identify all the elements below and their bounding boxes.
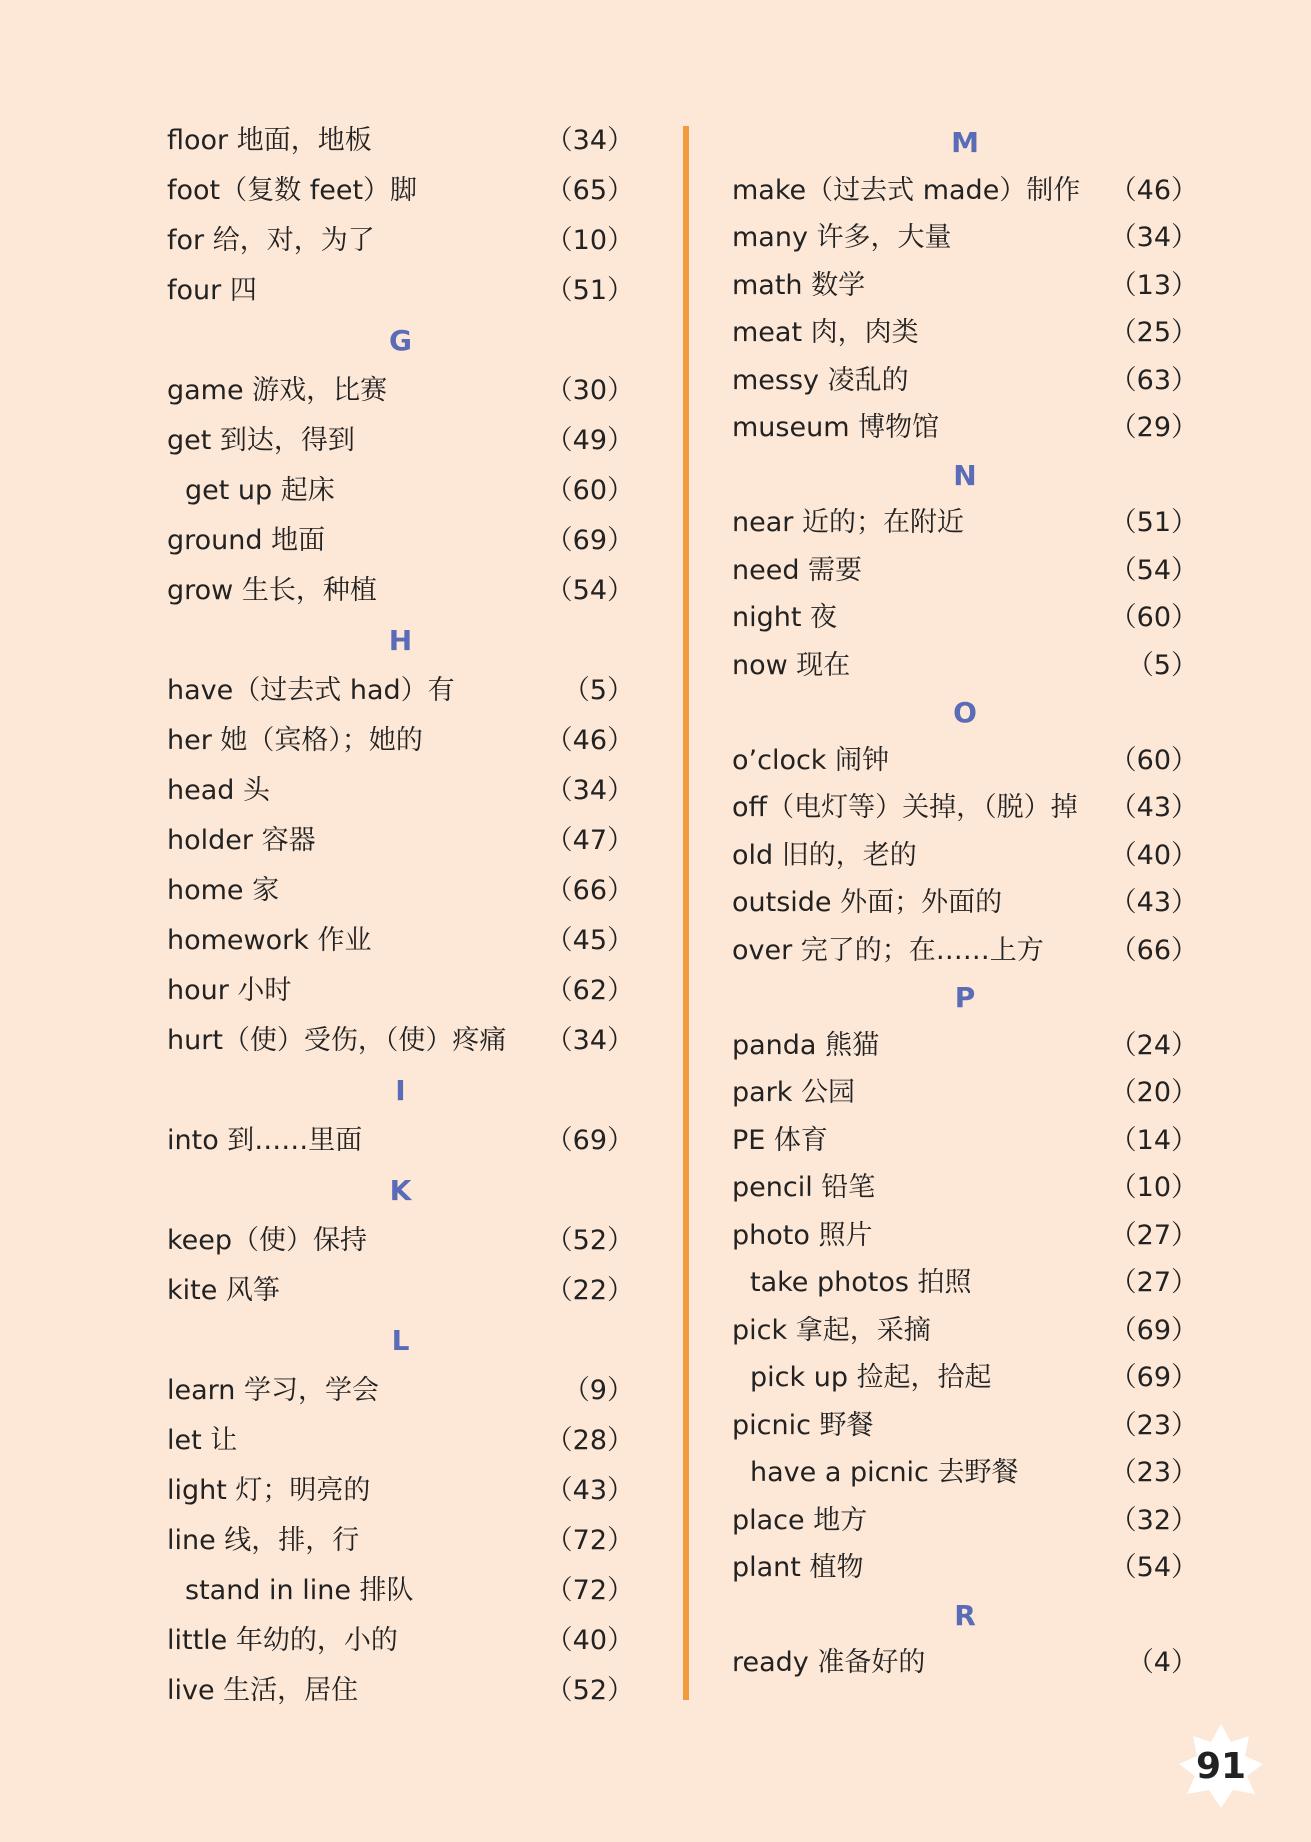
entry-page-ref: （69） xyxy=(545,1125,634,1156)
glossary-entry xyxy=(167,1016,634,1066)
entry-page-ref: （40） xyxy=(1109,839,1198,871)
entry-word: picnic 野餐 xyxy=(732,1409,874,1441)
entry-word: ground 地面 xyxy=(167,525,326,556)
glossary-entry xyxy=(167,966,634,1016)
glossary-entry xyxy=(167,416,634,466)
glossary-entry xyxy=(732,1307,1198,1355)
glossary-entry xyxy=(167,566,634,616)
entry-word: into 到……里面 xyxy=(167,1125,363,1156)
entry-page-ref: （45） xyxy=(545,925,634,956)
glossary-entry xyxy=(732,499,1198,547)
page-number: 91 xyxy=(1195,1745,1247,1787)
entry-page-ref: （25） xyxy=(1109,317,1198,348)
glossary-entry xyxy=(732,737,1198,785)
entry-page-ref: （10） xyxy=(545,225,634,256)
entry-page-ref: （27） xyxy=(1109,1219,1198,1251)
section-letter: G xyxy=(389,324,412,357)
entry-page-ref: （34） xyxy=(1109,222,1198,253)
entry-page-ref: （69） xyxy=(1109,1362,1198,1393)
glossary-entry xyxy=(732,879,1198,927)
entry-page-ref: （63） xyxy=(1109,364,1198,396)
section-letter: R xyxy=(954,1598,976,1632)
entry-word: messy 凌乱的 xyxy=(732,364,909,396)
entry-word: math 数学 xyxy=(732,269,866,301)
column-divider xyxy=(683,126,689,1700)
entry-page-ref: （54） xyxy=(1109,1552,1198,1583)
entry-page-ref: （72） xyxy=(545,1575,634,1606)
glossary-entry xyxy=(732,1544,1198,1592)
entry-word: meat 肉，肉类 xyxy=(732,317,919,348)
glossary-entry xyxy=(167,116,634,166)
entry-page-ref: （29） xyxy=(1109,412,1198,443)
glossary-entry xyxy=(732,1497,1198,1545)
entry-word: plant 植物 xyxy=(732,1552,864,1583)
glossary-entry xyxy=(732,1117,1198,1165)
entry-page-ref: （9） xyxy=(562,1375,634,1406)
glossary-entry xyxy=(732,547,1198,595)
glossary-entry xyxy=(167,1466,634,1516)
entry-word: four 四 xyxy=(167,275,257,306)
glossary-entry xyxy=(167,916,634,966)
glossary-right-column xyxy=(732,119,1198,1687)
entry-page-ref: （60） xyxy=(1109,744,1198,776)
entry-word: pick 拿起，采摘 xyxy=(732,1314,931,1346)
entry-word: home 家 xyxy=(167,875,280,906)
glossary-entry xyxy=(167,266,634,316)
glossary-entry xyxy=(167,366,634,416)
entry-page-ref: （20） xyxy=(1109,1077,1198,1108)
glossary-left-column xyxy=(167,116,634,1716)
entry-page-ref: （30） xyxy=(545,375,634,406)
glossary-sub-entry xyxy=(167,1566,634,1616)
entry-page-ref: （13） xyxy=(1109,269,1198,301)
entry-word: now 现在 xyxy=(732,649,851,681)
glossary-entry xyxy=(732,357,1198,405)
entry-word: get up 起床 xyxy=(185,475,335,506)
entry-word: let 让 xyxy=(167,1425,238,1456)
entry-page-ref: （47） xyxy=(545,825,634,856)
glossary-entry xyxy=(167,1216,634,1266)
entry-word: over 完了的；在……上方 xyxy=(732,934,1044,966)
entry-page-ref: （60） xyxy=(1109,602,1198,633)
entry-page-ref: （43） xyxy=(1109,792,1198,823)
entry-word: kite 风筝 xyxy=(167,1275,280,1306)
glossary-entry xyxy=(167,216,634,266)
glossary-sub-entry xyxy=(732,1449,1198,1497)
entry-page-ref: （14） xyxy=(1109,1124,1198,1156)
entry-word: for 给，对，为了 xyxy=(167,225,375,256)
entry-word: have（过去式 had）有 xyxy=(167,675,455,706)
entry-page-ref: （52） xyxy=(545,1675,634,1706)
glossary-entry xyxy=(732,404,1198,452)
entry-word: head 头 xyxy=(167,775,270,806)
glossary-entry xyxy=(167,866,634,916)
entry-word: learn 学习，学会 xyxy=(167,1375,379,1406)
entry-page-ref: （65） xyxy=(545,175,634,206)
glossary-sub-entry xyxy=(167,466,634,516)
entry-page-ref: （22） xyxy=(545,1275,634,1306)
entry-word: hour 小时 xyxy=(167,975,292,1006)
glossary-entry xyxy=(732,927,1198,975)
glossary-entry xyxy=(732,214,1198,262)
entry-page-ref: （34） xyxy=(545,125,634,156)
glossary-entry xyxy=(167,1666,634,1716)
entry-word: have a picnic 去野餐 xyxy=(750,1457,1019,1488)
entry-page-ref: （23） xyxy=(1109,1409,1198,1441)
glossary-entry xyxy=(167,1366,634,1416)
entry-page-ref: （10） xyxy=(1109,1172,1198,1203)
entry-word: stand in line 排队 xyxy=(185,1575,414,1606)
entry-page-ref: （23） xyxy=(1109,1457,1198,1488)
entry-word: panda 熊猫 xyxy=(732,1029,880,1061)
entry-word: little 年幼的，小的 xyxy=(167,1625,398,1656)
entry-page-ref: （54） xyxy=(545,575,634,606)
glossary-entry xyxy=(732,262,1198,310)
glossary-entry xyxy=(732,642,1198,690)
entry-word: many 许多，大量 xyxy=(732,222,952,253)
entry-word: live 生活，居住 xyxy=(167,1675,359,1706)
section-letter: I xyxy=(395,1074,406,1107)
entry-word: hurt（使）受伤，（使）疼痛 xyxy=(167,1025,507,1056)
section-letter: P xyxy=(954,981,976,1014)
entry-word: foot（复数 feet）脚 xyxy=(167,175,418,206)
entry-word: homework 作业 xyxy=(167,925,372,956)
entry-page-ref: （69） xyxy=(545,525,634,556)
glossary-entry xyxy=(732,167,1198,215)
glossary-entry xyxy=(732,1212,1198,1260)
entry-page-ref: （54） xyxy=(1109,554,1198,586)
glossary-entry xyxy=(167,166,634,216)
section-letter: K xyxy=(389,1174,412,1207)
entry-word: night 夜 xyxy=(732,602,838,633)
entry-page-ref: （51） xyxy=(545,275,634,306)
entry-word: place 地方 xyxy=(732,1504,868,1536)
entry-word: PE 体育 xyxy=(732,1124,828,1156)
entry-page-ref: （43） xyxy=(1109,887,1198,918)
entry-page-ref: （60） xyxy=(545,475,634,506)
entry-page-ref: （46） xyxy=(545,725,634,756)
entry-word: ready 准备好的 xyxy=(732,1647,926,1678)
glossary-entry xyxy=(167,516,634,566)
glossary-entry xyxy=(167,766,634,816)
glossary-entry xyxy=(732,309,1198,357)
entry-word: game 游戏，比赛 xyxy=(167,375,388,406)
glossary-entry xyxy=(732,832,1198,880)
glossary-entry xyxy=(732,594,1198,642)
entry-word: museum 博物馆 xyxy=(732,412,940,443)
entry-word: near 近的；在附近 xyxy=(732,507,964,538)
entry-word: off（电灯等）关掉，（脱）掉 xyxy=(732,792,1078,823)
entry-page-ref: （43） xyxy=(545,1475,634,1506)
entry-word: pick up 捡起，拾起 xyxy=(750,1362,992,1393)
entry-page-ref: （4） xyxy=(1126,1647,1198,1678)
entry-word: need 需要 xyxy=(732,554,863,586)
entry-page-ref: （66） xyxy=(545,875,634,906)
glossary-entry xyxy=(167,1516,634,1566)
entry-page-ref: （46） xyxy=(1109,174,1198,206)
section-letter: L xyxy=(391,1324,410,1357)
entry-page-ref: （69） xyxy=(1109,1314,1198,1346)
entry-word: keep（使）保持 xyxy=(167,1225,368,1256)
entry-page-ref: （66） xyxy=(1109,934,1198,966)
entry-word: make（过去式 made）制作 xyxy=(732,174,1081,206)
glossary-entry xyxy=(167,1616,634,1666)
glossary-entry xyxy=(167,1266,634,1316)
entry-word: grow 生长，种植 xyxy=(167,575,377,606)
entry-page-ref: （5） xyxy=(562,675,634,706)
glossary-entry xyxy=(732,1402,1198,1450)
glossary-entry xyxy=(732,1164,1198,1212)
entry-word: light 灯；明亮的 xyxy=(167,1475,371,1506)
entry-word: old 旧的，老的 xyxy=(732,839,917,871)
glossary-sub-entry xyxy=(732,1259,1198,1307)
glossary-entry xyxy=(732,1639,1198,1687)
section-letter: N xyxy=(953,458,977,492)
entry-page-ref: （32） xyxy=(1109,1504,1198,1536)
entry-page-ref: （49） xyxy=(545,425,634,456)
entry-page-ref: （5） xyxy=(1126,649,1198,681)
entry-page-ref: （52） xyxy=(545,1225,634,1256)
entry-page-ref: （27） xyxy=(1109,1267,1198,1298)
entry-word: park 公园 xyxy=(732,1077,856,1108)
glossary-entry xyxy=(732,1022,1198,1070)
entry-word: floor 地面，地板 xyxy=(167,125,372,156)
entry-page-ref: （24） xyxy=(1109,1029,1198,1061)
glossary-entry xyxy=(167,666,634,716)
entry-page-ref: （62） xyxy=(545,975,634,1006)
entry-word: line 线，排，行 xyxy=(167,1525,360,1556)
section-letter: O xyxy=(953,696,977,729)
entry-page-ref: （34） xyxy=(545,775,634,806)
glossary-entry xyxy=(167,1416,634,1466)
entry-word: outside 外面；外面的 xyxy=(732,887,1003,918)
entry-page-ref: （72） xyxy=(545,1525,634,1556)
entry-word: photo 照片 xyxy=(732,1219,873,1251)
entry-page-ref: （28） xyxy=(545,1425,634,1456)
glossary-entry xyxy=(167,716,634,766)
entry-word: pencil 铅笔 xyxy=(732,1172,876,1203)
entry-word: holder 容器 xyxy=(167,825,316,856)
entry-word: her 她（宾格）；她的 xyxy=(167,725,423,756)
entry-page-ref: （51） xyxy=(1109,507,1198,538)
glossary-entry xyxy=(732,784,1198,832)
glossary-entry xyxy=(167,816,634,866)
glossary-entry xyxy=(732,1069,1198,1117)
page-number-badge xyxy=(1175,1720,1267,1812)
glossary-entry xyxy=(167,1116,634,1166)
entry-word: get 到达，得到 xyxy=(167,425,355,456)
entry-word: o’clock 闹钟 xyxy=(732,744,890,776)
section-letter: H xyxy=(388,624,413,657)
entry-page-ref: （34） xyxy=(545,1025,634,1056)
entry-page-ref: （40） xyxy=(545,1625,634,1656)
entry-word: take photos 拍照 xyxy=(750,1267,972,1298)
section-letter: M xyxy=(951,126,979,159)
glossary-sub-entry xyxy=(732,1354,1198,1402)
